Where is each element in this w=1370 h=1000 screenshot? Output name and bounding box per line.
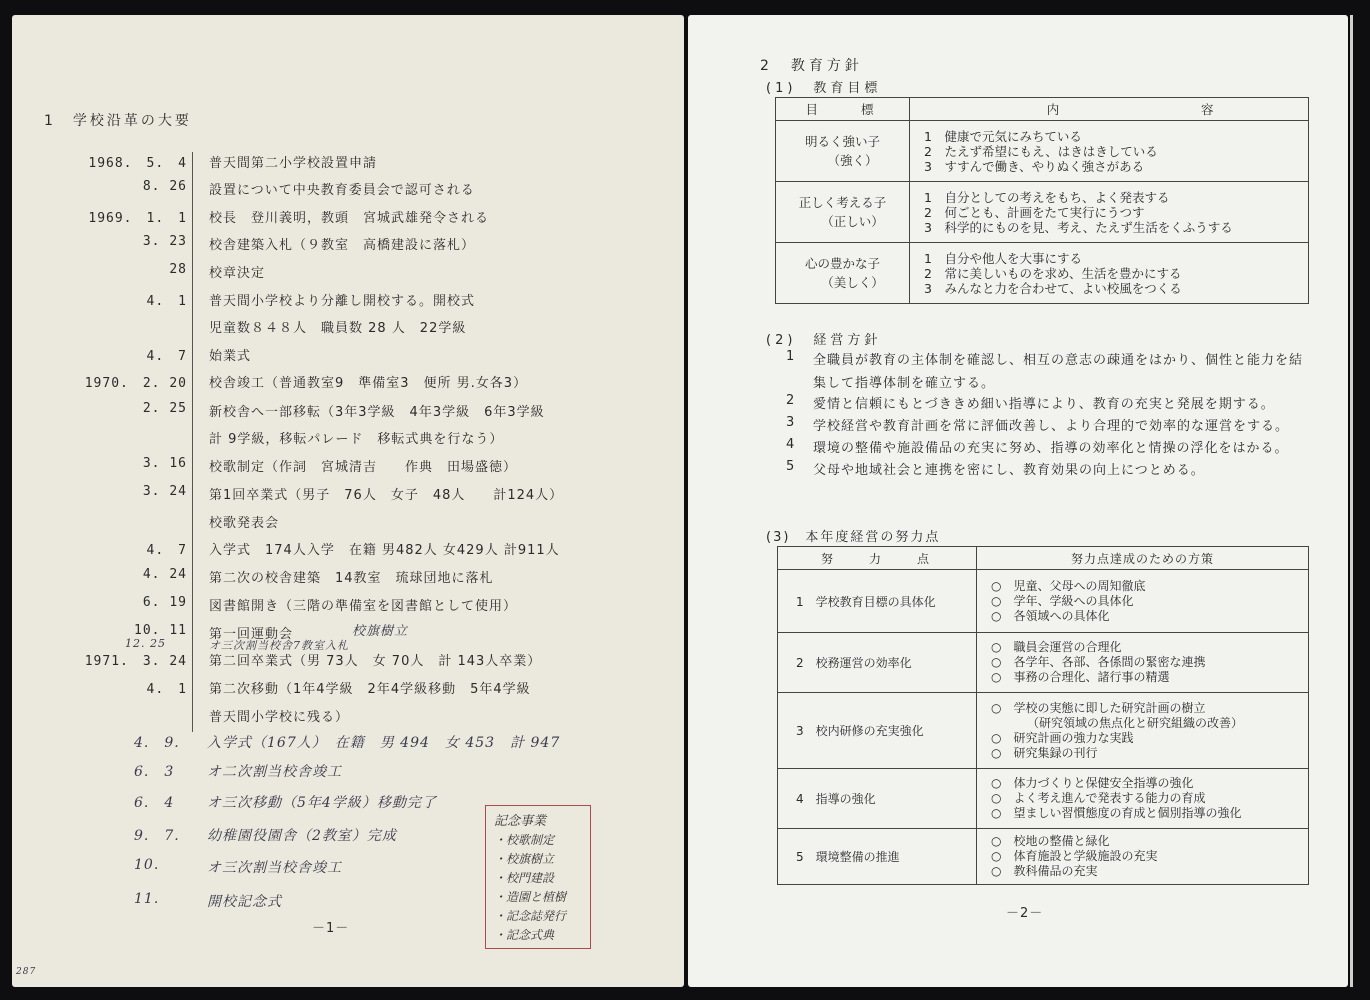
measure-item: ○ 教科備品の充実: [991, 864, 1098, 878]
efforts-heading: (3) 本年度経営の努力点: [766, 530, 941, 545]
history-date: 6. 19: [142, 595, 187, 610]
effort-point: 4 指導の強化: [778, 769, 977, 829]
policy-num: 4: [786, 437, 796, 452]
policy-text: 環境の整備や施設備品の充実に努め、指導の効率化と情操の浮化をはかる。: [813, 441, 1289, 456]
policy-text: 愛情と信頼にもとづききめ細い指導により、教育の充実と発展を期する。: [813, 397, 1275, 412]
history-date: 3. 16: [142, 456, 187, 471]
memo-item: ・記念誌発行: [494, 909, 567, 923]
memo-item: ・校旗樹立: [494, 852, 555, 866]
history-event: 第二次移動（1年4学級 2年4学級移動 5年4学級: [209, 682, 531, 697]
history-date: 2. 25: [142, 401, 187, 416]
policy-num: 5: [786, 459, 796, 474]
history-date: 1968. 5. 4: [88, 156, 187, 171]
goals-table: [775, 97, 1309, 304]
goal-item: 1 健康で元気にみちている: [924, 128, 1082, 144]
goal-header: 目 標: [776, 98, 910, 121]
table-row: [776, 121, 1309, 182]
measure-item: ○ 各領域への具体化: [991, 608, 1110, 623]
goal-name: 正しく考える子: [798, 195, 887, 210]
goal-cell: [776, 243, 910, 304]
table-row: [778, 829, 1309, 885]
measure-item: ○ よく考え進んで発表する能力の育成: [991, 791, 1206, 805]
memo-item: ・記念式典: [494, 928, 555, 942]
handwritten-flag-note: 校旗樹立: [352, 624, 409, 639]
history-date: 1971. 3. 24: [84, 654, 187, 669]
measure-item: ○ 職員会運営の合理化: [991, 640, 1122, 654]
policy-text-cont: 集して指導体制を確立する。: [813, 376, 996, 391]
policy-num: 1: [786, 349, 796, 364]
policy-text: 父母や地域社会と連携を密にし、教育効果の向上につとめる。: [813, 463, 1205, 478]
table-row: [778, 769, 1309, 829]
history-date: 10. 11: [134, 623, 187, 638]
goal-item: 3 すすんで働き、やりぬく強さがある: [924, 158, 1145, 174]
effort-measures: [977, 570, 1309, 633]
measure-item: ○ 研究集録の刊行: [991, 745, 1098, 760]
history-date: 3. 24: [142, 484, 187, 499]
history-event: 第1回卒業式（男子 76人 女子 48人 計124人）: [209, 488, 564, 503]
history-event: 図書館開き（三階の準備室を図書館として使用）: [209, 599, 518, 614]
table-header-row: [778, 547, 1309, 570]
memo-item: ・造園と植樹: [494, 890, 567, 904]
goal-content: [910, 182, 1309, 243]
measure-item: （研究領域の焦点化と研究組織の改善）: [1027, 715, 1244, 730]
page-edge: [1350, 15, 1353, 987]
history-event: 校長 登川義明，教頭 宮城武雄発令される: [209, 211, 490, 226]
goal-item: 1 自分としての考えをもち、よく発表する: [924, 189, 1170, 205]
efforts-table: [777, 546, 1309, 885]
section-title-history: 1 学校沿革の大要: [44, 113, 192, 129]
effort-point: 1 学校教育目標の具体化: [778, 570, 977, 633]
effort-header: 努 力 点: [778, 547, 977, 570]
handwritten-event: オ二次割当校舎竣工: [207, 764, 342, 780]
measure-item: ○ 児童、父母への周知徹底: [991, 578, 1146, 593]
history-date: 8. 26: [142, 179, 187, 194]
history-date: 1969. 1. 1: [88, 211, 187, 226]
goal-item: 2 たえず希望にもえ、はきはきしている: [924, 143, 1158, 159]
section-title-policy: 2 教育方針: [760, 58, 863, 74]
handwritten-date: 4. 9.: [134, 735, 180, 751]
table-row: [776, 243, 1309, 304]
history-event: 第二次の校舎建築 14教室 琉球団地に落札: [209, 571, 494, 586]
effort-measures: [977, 829, 1309, 885]
goal-item: 3 みんなと力を合わせて、よい校風をつくる: [924, 280, 1182, 296]
table-row: [776, 182, 1309, 243]
handwritten-insert-note: オ三次割当校舎7教室入札: [209, 639, 349, 652]
handwritten-date: 11.: [134, 891, 160, 907]
measure-item: ○ 学年、学級への具体化: [991, 593, 1134, 608]
handwritten-event: 開校記念式: [207, 894, 282, 910]
history-event: 第二回卒業式（男 73人 女 70人 計 143人卒業）: [209, 654, 542, 669]
table-row: [778, 693, 1309, 769]
goal-item: 3 科学的にものを見、考え、たえず生活をくふうする: [924, 219, 1233, 235]
policy-text: 全職員が教育の主体制を確認し、相互の意志の疎通をはかり、個性と能力を結: [813, 353, 1304, 368]
history-event: 普天間小学校に残る）: [209, 710, 350, 725]
measure-item: ○ 望ましい習慣態度の育成と個別指導の強化: [991, 806, 1242, 820]
handwritten-date: 6. 4: [134, 795, 175, 811]
memo-title: 記念事業: [494, 814, 547, 829]
policy-num: 3: [786, 415, 796, 430]
policy-text: 学校経営や教育計画を常に評価改善し、より合理的で効率的な運営をする。: [813, 419, 1290, 434]
timeline-divider: [192, 152, 193, 732]
handwritten-date: 9. 7.: [134, 828, 180, 844]
history-event: 児童数８４８人 職員数 28 人 22学級: [209, 321, 467, 336]
history-event: 校歌制定（作詞 宮城清吉 作典 田場盛徳）: [209, 460, 518, 475]
table-row: [778, 633, 1309, 693]
policy-heading: (2) 経営方針: [766, 333, 882, 348]
handwritten-date: 12. 25: [125, 637, 166, 650]
measure-item: ○ 研究計画の強力な実践: [991, 730, 1134, 745]
table-header-row: [776, 98, 1309, 121]
history-event: 校舎竣工（普通教室9 準備室3 便所 男.女各3）: [209, 376, 528, 391]
content-header-left: 内: [1046, 102, 1066, 117]
effort-point: 5 環境整備の推進: [778, 829, 977, 885]
history-date: 3. 23: [142, 234, 187, 249]
goal-item: 2 常に美しいものを求め、生活を豊かにする: [924, 265, 1182, 281]
policy-num: 2: [786, 393, 796, 408]
handwritten-date: 6. 3: [134, 764, 175, 780]
goal-item: 1 自分や他人を大事にする: [924, 250, 1082, 266]
effort-measures: [977, 693, 1309, 769]
measure-item: ○ 学校の実態に即した研究計画の樹立: [991, 700, 1206, 715]
goal-cell: [776, 121, 910, 182]
effort-measures: [977, 769, 1309, 829]
right-page: [688, 15, 1348, 987]
goal-content: [910, 121, 1309, 182]
goal-sub: （強く）: [827, 153, 878, 168]
corner-note: 287: [16, 967, 37, 977]
effort-point: 2 校務運営の効率化: [778, 633, 977, 693]
handwritten-date: 10.: [134, 857, 160, 873]
history-date: 4. 1: [146, 294, 187, 309]
goal-item: 2 何ごとも、計画をたて実行にうつす: [924, 204, 1145, 220]
goal-name: 心の豊かな子: [804, 256, 880, 271]
content-header-right: 容: [1201, 102, 1220, 117]
history-date: 4. 1: [146, 682, 187, 697]
measure-item: ○ 各学年、各部、各係間の緊密な連携: [991, 655, 1206, 669]
history-date: 4. 7: [146, 543, 187, 558]
memo-item: ・校歌制定: [494, 833, 555, 847]
handwritten-event: オ三次割当校舎竣工: [207, 860, 342, 876]
memo-item: ・校門建設: [494, 871, 555, 885]
content-header: [910, 98, 1309, 121]
history-event: 新校舎へ一部移転（3年3学級 4年3学級 6年3学級: [209, 405, 545, 420]
table-row: [778, 570, 1309, 633]
history-event: 第一回運動会: [209, 627, 294, 642]
goal-sub: （美しく）: [821, 275, 884, 290]
goal-name: 明るく強い子: [804, 134, 880, 149]
measures-header: 努力点達成のための方策: [977, 547, 1309, 570]
goal-cell: [776, 182, 910, 243]
page-number-left: －1－: [312, 921, 350, 936]
handwritten-event: 幼稚園役園舎（2教室）完成: [207, 828, 397, 844]
history-event: 普天間第二小学校設置申請: [209, 156, 378, 171]
history-date: 1970. 2. 20: [84, 376, 187, 391]
handwritten-event: 入学式（167人） 在籍 男 494 女 453 計 947: [207, 735, 561, 751]
history-event: 普天間小学校より分離し開校する。開校式: [209, 294, 476, 309]
measure-item: ○ 事務の合理化、諸行事の精選: [991, 670, 1170, 684]
effort-measures: [977, 633, 1309, 693]
measure-item: ○ 体育施設と学級施設の充実: [991, 849, 1158, 863]
page-number-right: －2－: [1006, 906, 1044, 921]
history-event: 校章決定: [209, 266, 266, 281]
handwritten-event: オ三次移動（5年4学級）移動完了: [207, 795, 437, 811]
goal-sub: （正しい）: [821, 214, 884, 229]
history-date: 28: [169, 262, 187, 277]
history-event: 始業式: [209, 349, 252, 364]
history-date: 4. 7: [146, 349, 187, 364]
history-event: 校歌発表会: [209, 516, 280, 531]
history-event: 設置について中央教育委員会で認可される: [209, 183, 475, 198]
measure-item: ○ 校地の整備と緑化: [991, 834, 1110, 848]
history-date: 4. 24: [142, 567, 187, 582]
history-event: 計 9学級，移転パレード 移転式典を行なう）: [209, 432, 504, 447]
left-page: [12, 15, 684, 987]
history-event: 入学式 174人入学 在籍 男482人 女429人 計911人: [209, 543, 560, 558]
effort-point: 3 校内研修の充実強化: [778, 693, 977, 769]
goal-content: [910, 243, 1309, 304]
goals-heading: (1) 教育目標: [766, 81, 882, 96]
measure-item: ○ 体力づくりと保健安全指導の強化: [991, 776, 1194, 790]
history-event: 校舎建築入札（９教室 高橋建設に落札）: [209, 238, 476, 253]
memo-box: [485, 805, 591, 949]
